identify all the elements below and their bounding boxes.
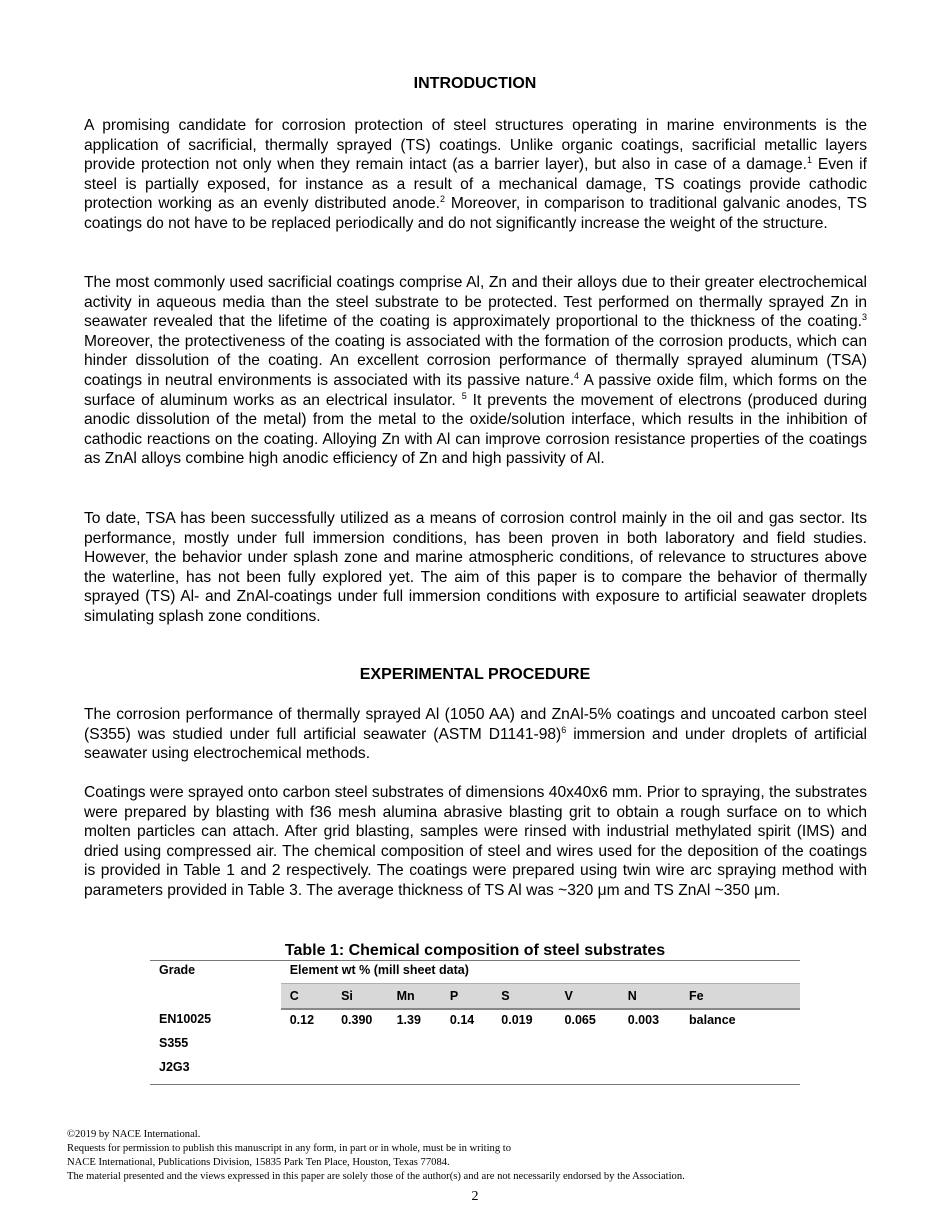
intro-paragraph-1	[84, 116, 867, 234]
exp-p1-text-b: immersion and under droplets of artificial seawater using electrochemical methods.	[84, 725, 867, 763]
page-number: 2	[471, 1189, 479, 1204]
column-header: P	[441, 984, 492, 1010]
column-header: N	[619, 984, 680, 1010]
reference-4: 4	[574, 370, 580, 381]
experimental-procedure-heading: EXPERIMENTAL PROCEDURE	[359, 666, 591, 683]
grade-line: J2G3	[159, 1060, 190, 1074]
value-cell: balance	[680, 1009, 800, 1085]
value-cell: 0.12	[281, 1009, 332, 1085]
table-row	[150, 1009, 800, 1085]
intro-p1-text-a: A promising candidate for corrosion protection of steel structures operating in marine environments is the application of sacrificial, thermally sprayed (TS) coatings. Unlike organic coatings, sacrificial metallic layers provide protection not only when they remain intact (as a barrier layer), but also in case of a damage.	[84, 117, 867, 174]
value-cell: 0.390	[332, 1009, 387, 1085]
grade-header: Grade	[159, 963, 196, 977]
table-1-title: Table 1: Chemical composition of steel substrates	[284, 942, 666, 959]
intro-p2-text-d: It prevents the movement of electrons (produced during anodic dissolution of the metal) from the metal to the oxide/solution interface, which results in the inhibition of cathodic reactions on the coating. Alloying Zn with Al can improve corrosion resistance properties of the coatings as ZnAl alloys combine high anodic efficiency of Zn and high passivity of Al.	[84, 391, 867, 468]
exp-p1-text-a: The corrosion performance of thermally sprayed Al (1050 AA) and ZnAl-5% coatings and uncoated carbon steel (S355) was studied under full artificial seawater (ASTM D1141-98)	[84, 706, 867, 743]
intro-paragraph-3: To date, TSA has been successfully utilized as a means of corrosion control mainly in the oil and gas sector. Its performance, mostly under full immersion conditions, has been proven in both laboratory and field studies. However, the behavior under splash zone and marine atmospheric conditions, of relevance to structures above the waterline, has not been fully explored yet. The aim of this paper is to compare the behavior of thermally sprayed (TS) Al- and ZnAl-coatings under full immersion conditions with exposure to artificial seawater droplets simulating splash zone conditions.	[84, 510, 867, 625]
value-cell: 0.003	[619, 1009, 680, 1085]
value-cell: 0.019	[492, 1009, 555, 1085]
intro-paragraph-2	[84, 273, 867, 469]
value-cell: 1.39	[388, 1009, 441, 1085]
column-header: Si	[332, 984, 387, 1010]
value-cell: 0.14	[441, 1009, 492, 1085]
intro-p1-text-b: Even if steel is partially exposed, for instance as a result of a mechanical damage, TS coatings provide cathodic protection working as an evenly distributed anode.	[84, 156, 867, 213]
column-header: Fe	[680, 984, 800, 1010]
reference-3: 3	[861, 312, 867, 323]
column-header: V	[556, 984, 619, 1010]
grade-cell	[150, 1009, 281, 1085]
grade-line: EN10025	[159, 1012, 212, 1026]
footer-line: Requests for permission to publish this manuscript in any form, in part or in whole, must be in writing to	[67, 1143, 512, 1154]
footer-line: ©2019 by NACE International.	[67, 1129, 201, 1140]
reference-1: 1	[806, 155, 812, 166]
intro-p2-text-a: The most commonly used sacrificial coatings comprise Al, Zn and their alloys due to their greater electrochemical activity in aqueous media than the steel substrate to be protected. Test performed on thermally sprayed Zn in seawater revealed that the lifetime of the coating is approximately proportional to the thickness of the coating.	[84, 274, 867, 331]
reference-5: 5	[461, 390, 467, 401]
column-header: C	[281, 984, 332, 1010]
experimental-paragraph-2: Coatings were sprayed onto carbon steel substrates of dimensions 40x40x6 mm. Prior to spraying, the substrates were prepared by blasting with f36 mesh alumina abrasive blasting grit to obtain a rough surface on to which molten particles can attach. After grid blasting, samples were rinsed with industrial methylated spirit (IMS) and dried using compressed air. The chemical composition of steel and wires used for the deposition of the coatings is provided in Table 1 and 2 respectively. The coatings were prepared using twin wire arc spraying method with parameters provided in Table 3. The average thickness of TS Al was ~320 μm and TS ZnAl ~350 μm.	[84, 784, 867, 899]
column-header: Mn	[388, 984, 441, 1010]
footer-line: NACE International, Publications Division, 15835 Park Ten Place, Houston, Texas 77084.	[67, 1157, 450, 1168]
composition-table	[150, 960, 800, 1085]
element-header: Element wt % (mill sheet data)	[289, 963, 469, 977]
copyright-footer	[67, 1128, 887, 1184]
reference-2: 2	[439, 194, 445, 205]
intro-p2-text-c: A passive oxide film, which forms on the surface of aluminum works as an electrical insulator.	[84, 371, 867, 409]
value-cell: 0.065	[556, 1009, 619, 1085]
introduction-heading: INTRODUCTION	[413, 75, 537, 92]
reference-6: 6	[561, 724, 567, 735]
column-header: S	[492, 984, 555, 1010]
intro-p1-text-c: Moreover, in comparison to traditional galvanic anodes, TS coatings do not have to be replaced periodically and do not significantly increase the weight of the structure.	[84, 195, 867, 232]
grade-spacer	[150, 984, 281, 1010]
experimental-paragraph-1	[84, 705, 867, 764]
table-1	[150, 960, 800, 1085]
footer-line: The material presented and the views expressed in this paper are solely those of the author(s) and are not necessarily endorsed by the Association.	[67, 1171, 685, 1182]
grade-line: S355	[159, 1036, 189, 1050]
intro-p2-text-b: Moreover, the protectiveness of the coating is associated with the formation of the corrosion products, which can hinder dissolution of the coating. An excellent corrosion performance of thermally sprayed aluminum (TSA) coatings in neutral environments is associated with its passive nature.	[84, 332, 867, 389]
